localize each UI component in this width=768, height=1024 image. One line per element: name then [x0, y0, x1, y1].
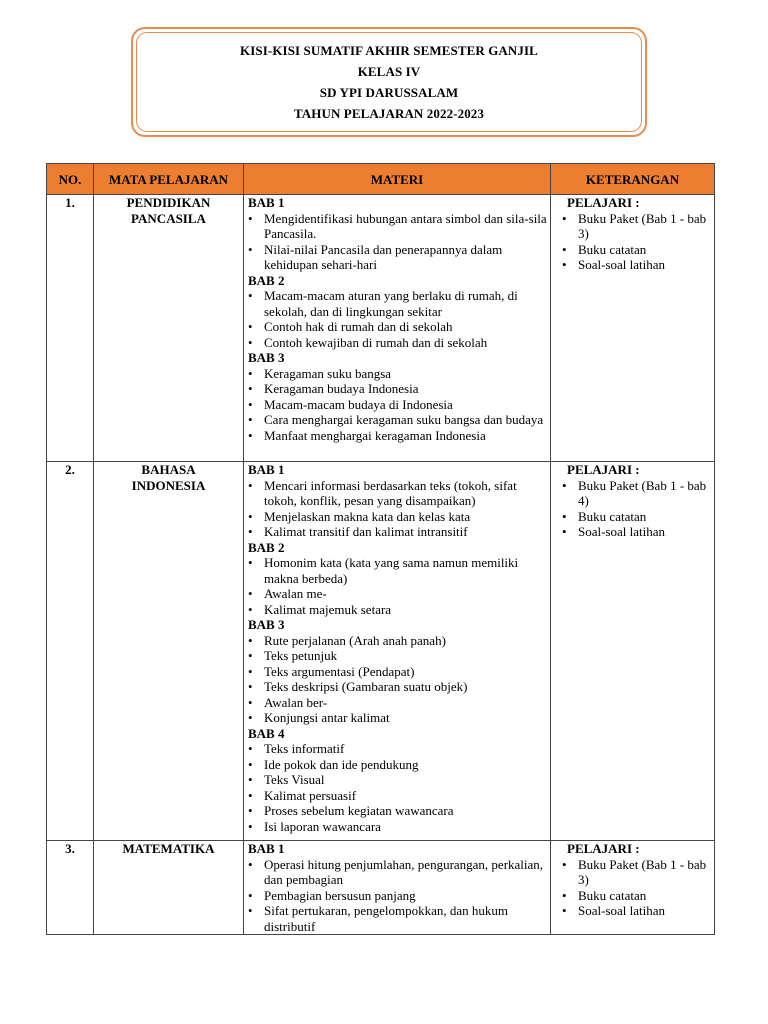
bab-title: BAB 2	[248, 539, 285, 555]
materi-item: • Cara menghargai keragaman suku bangsa dan budaya	[244, 412, 550, 428]
keterangan-item: • Buku catatan	[551, 509, 714, 525]
bab-title: BAB 3	[248, 350, 285, 365]
mata-pelajaran-name: BAHASA INDONESIA	[131, 462, 206, 493]
title-line-3: SD YPI DARUSSALAM	[319, 85, 459, 100]
header-materi: MATERI	[244, 164, 551, 195]
keterangan-cell	[551, 462, 715, 841]
bab-title: BAB 3	[248, 617, 285, 632]
materi-item: • Keragaman budaya Indonesia	[244, 381, 550, 397]
header-no: NO.	[47, 164, 94, 195]
materi-item: • Teks Visual	[244, 772, 550, 788]
keterangan-item: • Soal-soal latihan	[551, 903, 714, 919]
materi-item: • Contoh kewajiban di rumah dan di sekolah	[244, 335, 550, 351]
materi-cell	[244, 841, 551, 935]
materi-item: • Isi laporan wawancara	[244, 819, 550, 835]
materi-list	[244, 366, 550, 444]
materi-list	[244, 741, 550, 834]
materi-item: • Mencari informasi berdasarkan teks (tokoh, sifat tokoh, konflik, pesan yang disampaikan)	[244, 478, 550, 509]
materi-item: • Kalimat majemuk setara	[244, 602, 550, 618]
pelajari-label: PELAJARI :	[567, 841, 640, 856]
title-line-2: KELAS IV	[357, 64, 421, 79]
keterangan-list	[551, 857, 714, 919]
materi-list	[244, 211, 550, 273]
row-number: 3.	[47, 841, 94, 935]
keterangan-list	[551, 211, 714, 273]
materi-item: • Manfaat menghargai keragaman Indonesia	[244, 428, 550, 444]
keterangan-item: • Buku catatan	[551, 888, 714, 904]
mata-pelajaran-cell	[94, 841, 244, 935]
title-line-4: TAHUN PELAJARAN 2022-2023	[293, 106, 485, 121]
materi-cell	[244, 462, 551, 841]
materi-item: • Rute perjalanan (Arah anah panah)	[244, 633, 550, 649]
materi-item: • Teks deskripsi (Gambaran suatu objek)	[244, 679, 550, 695]
table-body	[47, 195, 715, 935]
materi-item: • Awalan ber-	[244, 695, 550, 711]
materi-item: • Menjelaskan makna kata dan kelas kata	[244, 509, 550, 525]
mata-pelajaran-cell	[94, 195, 244, 462]
mata-pelajaran-name: PENDIDIKAN PANCASILA	[126, 195, 211, 226]
materi-item: • Contoh hak di rumah dan di sekolah	[244, 319, 550, 335]
materi-item: • Pembagian bersusun panjang	[244, 888, 550, 904]
row-number: 1.	[47, 195, 94, 462]
materi-item: • Sifat pertukaran, pengelompokkan, dan hukum distributif	[244, 903, 550, 934]
materi-item: • Mengidentifikasi hubungan antara simbol dan sila-sila Pancasila.	[244, 211, 550, 242]
keterangan-list	[551, 478, 714, 540]
materi-item: • Macam-macam budaya di Indonesia	[244, 397, 550, 413]
materi-list	[244, 857, 550, 935]
keterangan-item: • Buku Paket (Bab 1 - bab 3)	[551, 857, 714, 888]
bab-title: BAB 1	[248, 841, 285, 856]
materi-item: • Kalimat persuasif	[244, 788, 550, 804]
materi-item: • Proses sebelum kegiatan wawancara	[244, 803, 550, 819]
title-box	[136, 32, 642, 132]
materi-list	[244, 288, 550, 350]
materi-item: • Teks informatif	[244, 741, 550, 757]
keterangan-item: • Soal-soal latihan	[551, 524, 714, 540]
row-number: 2.	[47, 462, 94, 841]
materi-list	[244, 478, 550, 540]
mata-pelajaran-name: MATEMATIKA	[122, 841, 215, 856]
header-keterangan: KETERANGAN	[551, 164, 715, 195]
materi-cell	[244, 195, 551, 462]
materi-item: • Konjungsi antar kalimat	[244, 710, 550, 726]
bab-title: BAB 1	[248, 462, 285, 477]
keterangan-cell	[551, 195, 715, 462]
materi-item: • Teks petunjuk	[244, 648, 550, 664]
materi-item: • Teks argumentasi (Pendapat)	[244, 664, 550, 680]
table-row	[47, 841, 715, 935]
bab-title: BAB 4	[248, 725, 285, 741]
keterangan-item: • Soal-soal latihan	[551, 257, 714, 273]
keterangan-item: • Buku Paket (Bab 1 - bab 3)	[551, 211, 714, 242]
materi-item: • Macam-macam aturan yang berlaku di rumah, di sekolah, dan di lingkungan sekitar	[244, 288, 550, 319]
title-line-1: KISI-KISI SUMATIF AKHIR SEMESTER GANJIL	[240, 43, 538, 58]
pelajari-label: PELAJARI :	[567, 195, 640, 210]
materi-item: • Nilai-nilai Pancasila dan penerapannya dalam kehidupan sehari-hari	[244, 242, 550, 273]
materi-item: • Keragaman suku bangsa	[244, 366, 550, 382]
bab-title: BAB 2	[248, 272, 285, 288]
materi-list	[244, 555, 550, 617]
table-row	[47, 462, 715, 841]
table-header-row	[47, 164, 715, 195]
materi-item: • Awalan me-	[244, 586, 550, 602]
kisi-kisi-table	[46, 163, 715, 935]
keterangan-cell	[551, 841, 715, 935]
materi-item: • Operasi hitung penjumlahan, pengurangan, perkalian, dan pembagian	[244, 857, 550, 888]
table-row	[47, 195, 715, 462]
bab-title: BAB 1	[248, 195, 285, 210]
materi-item: • Kalimat transitif dan kalimat intransitif	[244, 524, 550, 540]
mata-pelajaran-cell	[94, 462, 244, 841]
keterangan-item: • Buku Paket (Bab 1 - bab 4)	[551, 478, 714, 509]
materi-item: • Homonim kata (kata yang sama namun memiliki makna berbeda)	[244, 555, 550, 586]
keterangan-item: • Buku catatan	[551, 242, 714, 258]
pelajari-label: PELAJARI :	[567, 462, 640, 477]
header-mata-pelajaran: MATA PELAJARAN	[94, 164, 244, 195]
materi-list	[244, 633, 550, 726]
materi-item: • Ide pokok dan ide pendukung	[244, 757, 550, 773]
